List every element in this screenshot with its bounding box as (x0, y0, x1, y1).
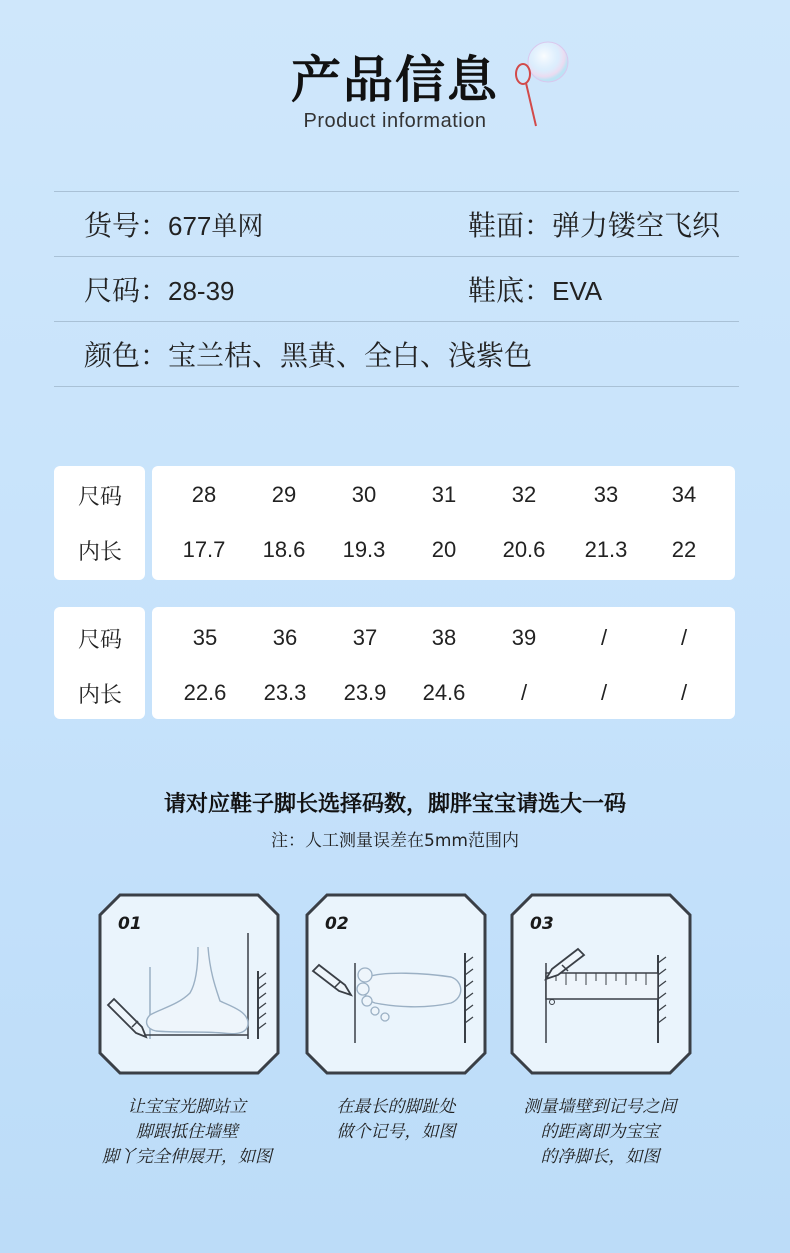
step-1-caption (77, 1095, 297, 1170)
item-number-value: 677单网 (168, 211, 264, 241)
length-cell: / (520, 680, 528, 705)
size-row-label: 尺码 (78, 485, 123, 510)
size-range-value: 28-39 (168, 276, 235, 306)
length-row-label: 内长 (78, 683, 123, 708)
color-label: 颜色： (84, 339, 169, 372)
step-2-caption (286, 1095, 506, 1145)
step-3-number: 03 (530, 914, 554, 934)
page-title: 产品信息 (291, 51, 499, 109)
upper-value: 弹力镂空飞织 (552, 209, 721, 242)
item-number-label: 货号： (84, 209, 169, 242)
size-label: 尺码： (84, 274, 169, 307)
size-chart-2-values (152, 607, 735, 719)
product-info-table (54, 191, 739, 387)
sole-label: 鞋底： (468, 274, 553, 307)
length-cell: 22.6 (183, 680, 227, 705)
size-chart-1-values (152, 466, 735, 580)
size-chart-2-labels (54, 607, 145, 719)
size-advice: 请对应鞋子脚长选择码数，脚胖宝宝请选大一码 (163, 792, 626, 817)
size-cell: 34 (671, 482, 697, 507)
length-cell: 21.3 (584, 537, 628, 562)
length-cell: 20.6 (502, 537, 546, 562)
step-3-line-1: 测量墙壁到记号之间 (523, 1097, 677, 1117)
length-cell: / (600, 680, 608, 705)
size-cell: 28 (191, 482, 217, 507)
size-cell: 29 (271, 482, 297, 507)
size-cell: 37 (352, 625, 378, 650)
length-cell: 22 (671, 537, 697, 562)
info-row-color (54, 321, 739, 387)
size-chart-2 (54, 607, 735, 719)
length-cell: 23.3 (263, 680, 307, 705)
size-cell: 31 (431, 482, 457, 507)
length-cell: 24.6 (422, 680, 466, 705)
step-1-line-1: 让宝宝光脚站立 (127, 1097, 247, 1117)
step-1-illustration (98, 893, 280, 1075)
step-3-caption (490, 1095, 710, 1170)
length-cell: 23.9 (343, 680, 387, 705)
size-cell: 35 (192, 625, 218, 650)
step-3-line-2: 的距离即为宝宝 (540, 1122, 660, 1142)
length-cell: 20 (431, 537, 457, 562)
length-cell: 19.3 (342, 537, 386, 562)
size-chart-1 (54, 466, 735, 580)
color-value: 宝兰桔、黑黄、全白、浅紫色 (168, 339, 533, 372)
size-cell: / (600, 625, 608, 650)
step-2-line-2: 做个记号，如图 (336, 1122, 456, 1142)
step-2-number: 02 (325, 914, 349, 934)
size-cell: 33 (593, 482, 619, 507)
step-1-line-2: 脚跟抵住墙壁 (136, 1122, 238, 1142)
size-row-label: 尺码 (78, 628, 123, 653)
info-row-size (54, 256, 739, 321)
step-2-line-1: 在最长的脚趾处 (336, 1097, 456, 1117)
step-2-illustration (305, 893, 487, 1075)
size-chart-1-labels (54, 466, 145, 580)
step-3-illustration (510, 893, 692, 1075)
info-row-code (54, 191, 739, 256)
length-cell: 18.6 (262, 537, 306, 562)
length-cell: / (680, 680, 688, 705)
size-cell: / (680, 625, 688, 650)
upper-label: 鞋面： (468, 209, 553, 242)
step-1-line-3: 脚丫完全伸展开，如图 (102, 1147, 272, 1167)
step-3-line-3: 的净脚长，如图 (540, 1147, 660, 1167)
sole-value: EVA (552, 276, 603, 306)
step-1-number: 01 (118, 914, 142, 934)
size-cell: 38 (431, 625, 457, 650)
size-cell: 39 (511, 625, 537, 650)
size-cell: 30 (351, 482, 377, 507)
size-cell: 32 (511, 482, 537, 507)
length-row-label: 内长 (78, 540, 123, 565)
length-cell: 17.7 (182, 537, 226, 562)
measurement-note: 注：人工测量误差在5mm范围内 (271, 831, 519, 851)
page-subtitle: Product information (303, 110, 487, 132)
size-cell: 36 (272, 625, 298, 650)
